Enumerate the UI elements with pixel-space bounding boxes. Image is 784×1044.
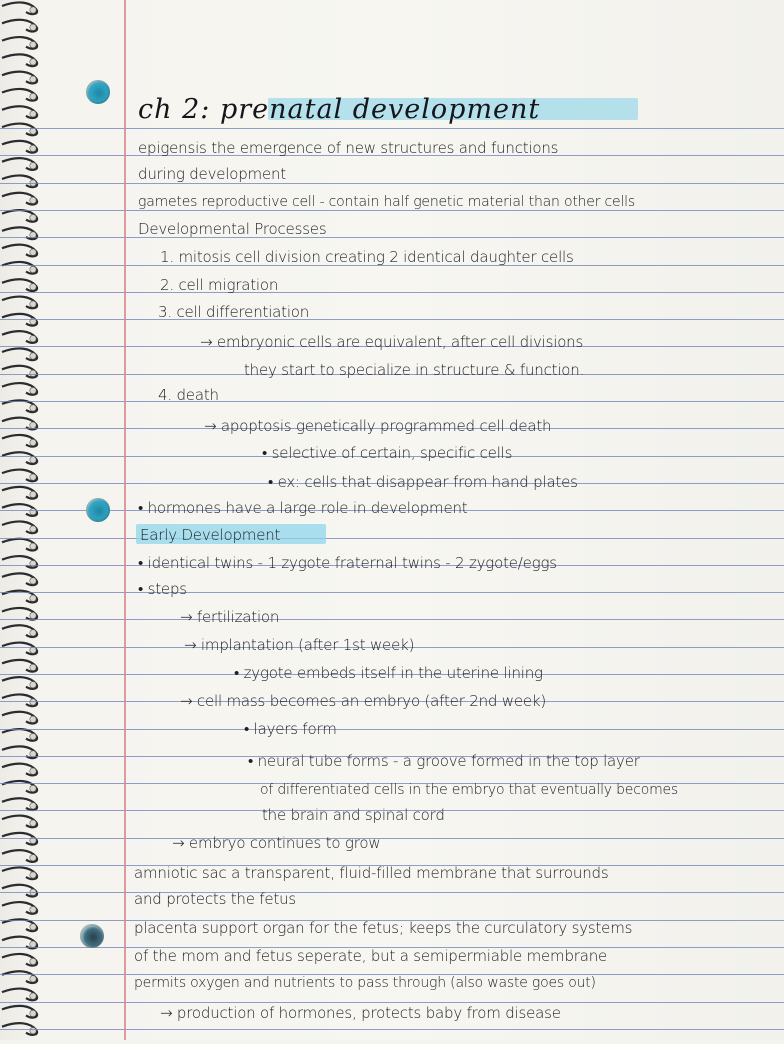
- note-line: → apoptosis genetically programmed cell death: [204, 417, 552, 435]
- note-line: the brain and spinal cord: [262, 806, 445, 824]
- note-line: • hormones have a large role in development: [138, 499, 468, 517]
- note-line: epigensis the emergence of new structures and functions: [138, 139, 559, 157]
- note-line: • steps: [138, 580, 187, 598]
- note-line: 4. death: [158, 386, 219, 404]
- note-line: • neural tube forms - a groove formed in the top layer: [248, 752, 640, 770]
- note-line: 1. mitosis cell division creating 2 identical daughter cells: [160, 248, 574, 266]
- note-line: → cell mass becomes an embryo (after 2nd week): [180, 692, 547, 710]
- section-heading: Early Development: [140, 526, 281, 544]
- note-line: → implantation (after 1st week): [184, 636, 415, 654]
- note-line: placenta support organ for the fetus; keeps the curculatory systems: [134, 919, 633, 937]
- note-line: → embryonic cells are equivalent, after cell divisions: [200, 333, 584, 351]
- page-title: ch 2: prenatal development: [138, 94, 541, 125]
- note-line: they start to specialize in structure & function.: [244, 361, 585, 379]
- note-line: • ex: cells that disappear from hand plates: [268, 473, 578, 491]
- note-line: gametes reproductive cell - contain half genetic material than other cells: [138, 194, 635, 210]
- note-line: → embryo continues to grow: [172, 834, 381, 852]
- note-line: • selective of certain, specific cells: [262, 444, 513, 462]
- note-line: during development: [138, 165, 286, 183]
- note-line: 2. cell migration: [160, 276, 279, 294]
- note-line: → fertilization: [180, 608, 280, 626]
- note-line: → production of hormones, protects baby from disease: [160, 1004, 561, 1022]
- note-line: 3. cell differentiation: [158, 303, 310, 321]
- note-line: and protects the fetus: [134, 890, 297, 908]
- note-line: Developmental Processes: [138, 220, 327, 238]
- note-line: permits oxygen and nutrients to pass through (also waste goes out): [134, 975, 596, 991]
- note-line: • identical twins - 1 zygote fraternal twins - 2 zygote/eggs: [138, 554, 557, 572]
- note-line: amniotic sac a transparent, fluid-filled membrane that surrounds: [134, 864, 609, 882]
- title-block: [138, 92, 540, 128]
- note-line: • layers form: [244, 720, 337, 738]
- note-line: • zygote embeds itself in the uterine lining: [234, 664, 543, 682]
- note-line: of differentiated cells in the embryo that eventually becomes: [260, 782, 679, 798]
- note-line: of the mom and fetus seperate, but a semipermiable membrane: [134, 947, 608, 965]
